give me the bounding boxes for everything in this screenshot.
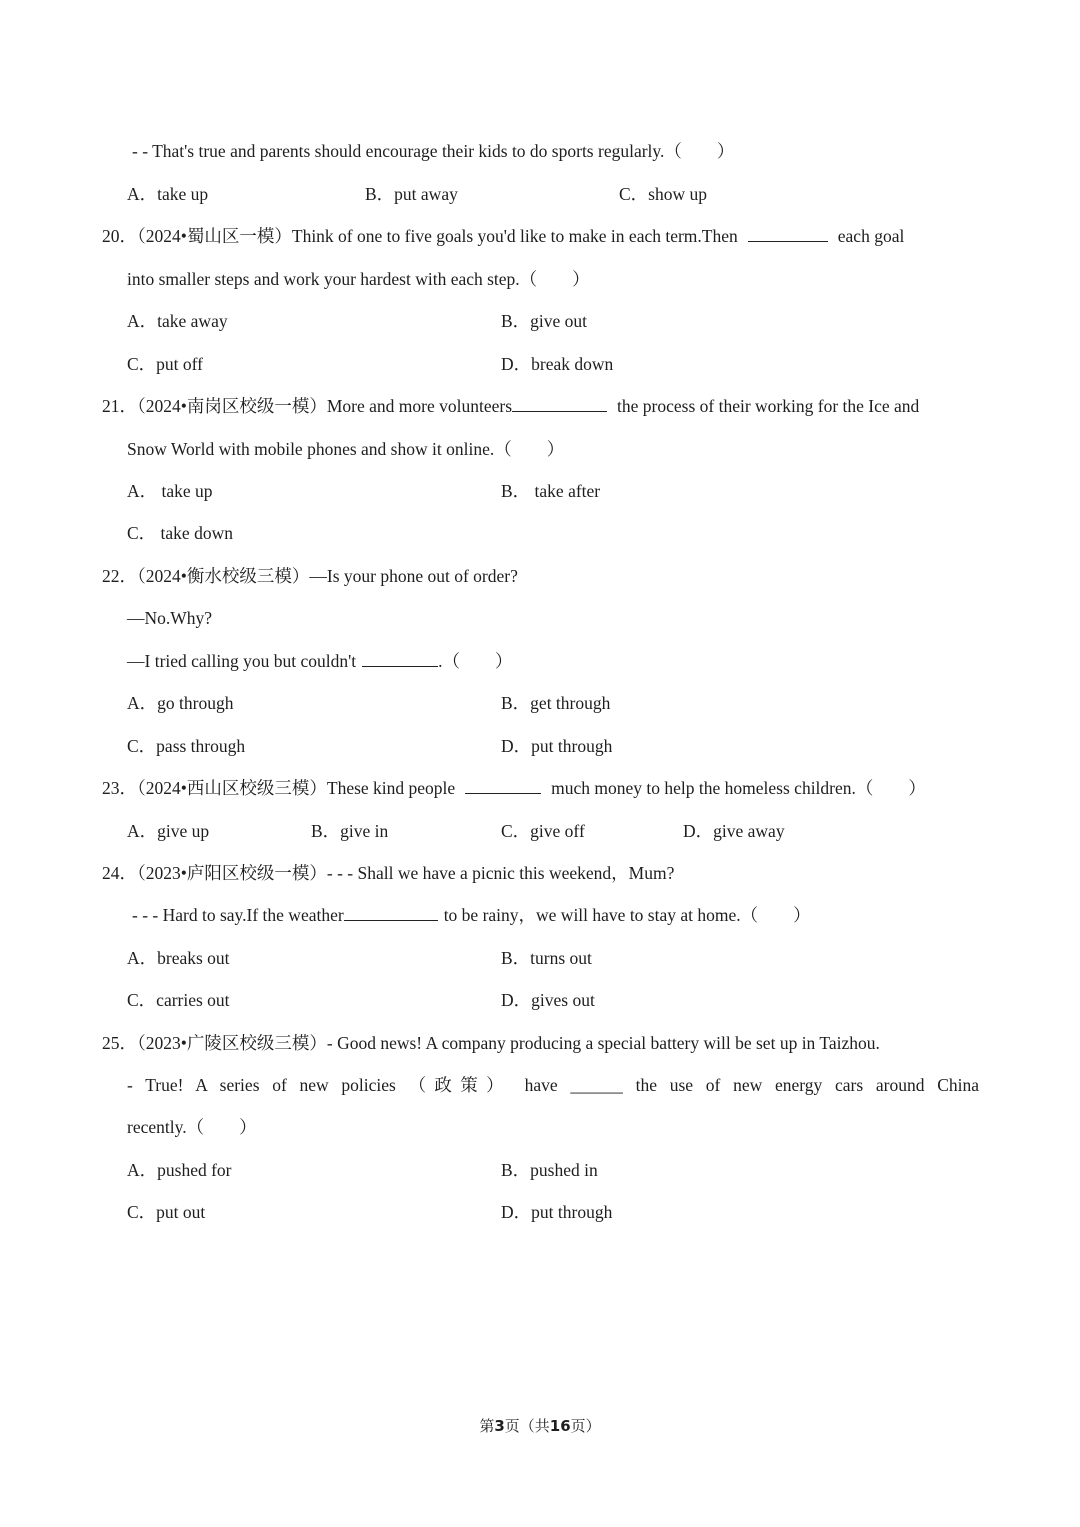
q25-word: new	[733, 1075, 763, 1095]
q20-stem-line2: into smaller steps and work your hardest with each step.（ ）	[127, 269, 590, 289]
q20-stem-part2: each goal	[837, 226, 905, 246]
q25-option-d: D．put through	[501, 1202, 613, 1222]
q22-blank	[362, 650, 438, 667]
q25-option-c: C．put out	[127, 1202, 206, 1222]
q20-option-c: C．put off	[127, 354, 203, 374]
q21-stem-line1	[102, 394, 919, 418]
q19-dialog: - - That's true and parents should encourage their kids to do sports regularly.（ ）	[132, 141, 735, 161]
q21-stem-line2: Snow World with mobile phones and show it online.（ ）	[127, 439, 565, 459]
q20-option-d: D．break down	[501, 354, 614, 374]
q25-word: -	[127, 1075, 133, 1095]
q24-stem-line1: 24．（2023•庐阳区校级一模）- - - Shall we have a picnic this weekend，Mum?	[102, 863, 675, 883]
q25-word: of	[272, 1075, 287, 1095]
q21-option-c: C． take down	[127, 523, 233, 543]
q24-blank	[344, 904, 438, 921]
q25-word: True!	[145, 1075, 184, 1095]
q21-stem-part1: 21．（2024•南岗区校级一模）More and more volunteers	[102, 396, 513, 416]
footer-prefix: 第	[479, 1417, 495, 1435]
q23-stem-part1: 23．（2024•西山区校级三模）These kind people	[102, 778, 456, 798]
q22-stem-line2: —No.Why?	[127, 608, 213, 628]
q20-option-a: A．take away	[127, 311, 228, 331]
q25-word: cars	[834, 1075, 864, 1095]
q23-option-c: C．give off	[501, 821, 585, 841]
q20-stem-part1: 20．（2024•蜀山区一模）Think of one to five goals you'd like to make in each term.Then	[102, 226, 738, 246]
q25-word: policies	[341, 1075, 396, 1095]
q24-stem-line2	[132, 903, 811, 927]
q25-stem-line2	[127, 1073, 979, 1097]
q23-stem-line1	[102, 776, 926, 800]
q23-option-d: D．give away	[683, 821, 785, 841]
q20-stem-line1	[102, 224, 904, 248]
q25-word: the	[635, 1075, 658, 1095]
q24-stem-part2: to be rainy，we will have to stay at home.（ ）	[443, 905, 811, 925]
q24-option-d: D．gives out	[501, 990, 595, 1010]
q25-option-b: B．pushed in	[501, 1160, 598, 1180]
q25-option-a: A．pushed for	[127, 1160, 232, 1180]
page-footer	[0, 1416, 1080, 1436]
q25-stem-line3: recently.（ ）	[127, 1117, 257, 1137]
q23-blank	[465, 777, 541, 794]
q22-option-c: C．pass through	[127, 736, 246, 756]
q24-stem-part1: - - - Hard to say.If the weather	[132, 905, 344, 925]
q22-stem-line1: 22．（2024•衡水校级三模）—Is your phone out of order?	[102, 566, 518, 586]
q25-word: new	[299, 1075, 329, 1095]
q25-word: series	[219, 1075, 260, 1095]
q22-option-a: A．go through	[127, 693, 234, 713]
footer-suffix: 页）	[570, 1417, 601, 1435]
footer-middle: 页（共	[504, 1417, 550, 1435]
q25-stem-line1: 25．（2023•广陵区校级三模）- Good news! A company producing a special battery will be set up in Taizhou.	[102, 1033, 880, 1053]
q19-option-b: B．put away	[365, 184, 458, 204]
q25-word: China	[937, 1075, 980, 1095]
q20-blank	[748, 225, 828, 242]
q25-word: （政策）	[408, 1075, 512, 1095]
q25-word: use	[669, 1075, 694, 1095]
q22-option-d: D．put through	[501, 736, 613, 756]
q22-stem-part1: —I tried calling you but couldn't	[127, 651, 357, 671]
q22-stem-part2: .（ ）	[438, 651, 513, 671]
q21-option-b: B． take after	[501, 481, 601, 501]
q19-option-c: C．show up	[619, 184, 707, 204]
q24-option-a: A．breaks out	[127, 948, 230, 968]
q23-option-a: A．give up	[127, 821, 210, 841]
q21-stem-part2: the process of their working for the Ice and	[617, 396, 920, 416]
footer-page-number: 3	[494, 1417, 505, 1435]
q20-option-b: B．give out	[501, 311, 588, 331]
q24-option-b: B．turns out	[501, 948, 592, 968]
q25-word: A	[195, 1075, 207, 1095]
q25-word: have	[524, 1075, 558, 1095]
q24-option-c: C．carries out	[127, 990, 230, 1010]
q25-word: ______	[570, 1075, 623, 1095]
q25-word: of	[705, 1075, 721, 1095]
footer-total-pages: 16	[549, 1417, 571, 1435]
q22-option-b: B．get through	[501, 693, 611, 713]
q21-option-a: A． take up	[127, 481, 213, 501]
q21-blank	[512, 395, 607, 412]
q25-word: around	[875, 1075, 925, 1095]
q22-stem-line3	[127, 649, 513, 673]
q23-option-b: B．give in	[311, 821, 389, 841]
q19-option-a: A．take up	[127, 184, 209, 204]
q25-word: energy	[774, 1075, 823, 1095]
q23-stem-part2: much money to help the homeless children.（ ）	[551, 778, 926, 798]
